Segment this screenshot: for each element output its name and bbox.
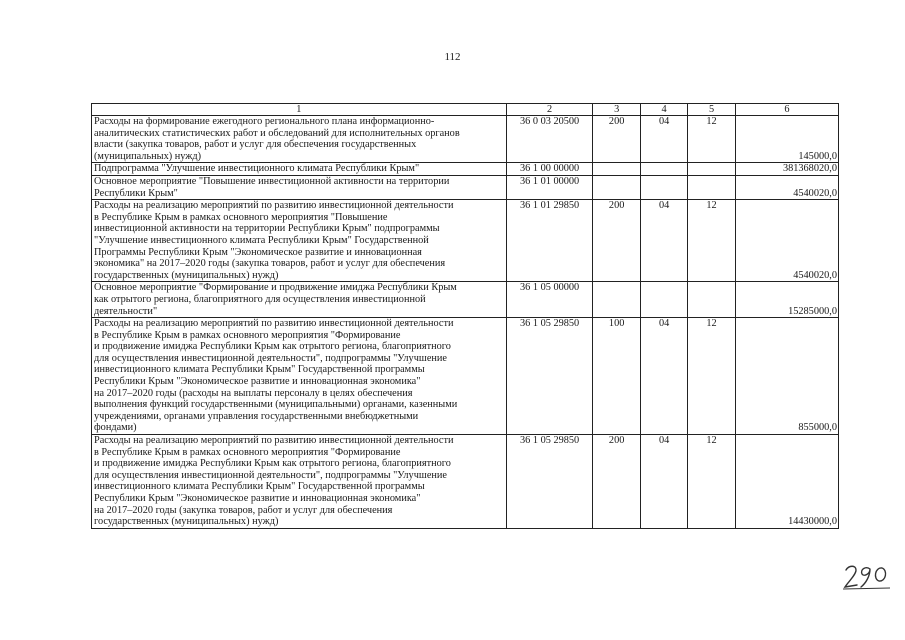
target-code: 36 1 05 29850 [506,435,593,529]
table-row [92,435,839,529]
budget-table [91,103,839,529]
target-code: 36 1 05 00000 [506,282,593,318]
section: 04 [640,318,687,435]
subsection [688,175,735,199]
header-cell: 6 [735,104,838,116]
target-code: 36 1 05 29850 [506,318,593,435]
section: 04 [640,116,687,163]
table-row [92,116,839,163]
row-description [92,318,507,435]
description-text: Основное мероприятие "Формирование и продвижение имиджа Республики Крым как отрытого региона, благоприятного для осуществления инвестиционной деятельности" [94,282,457,317]
table-row [92,175,839,199]
row-description [92,435,507,529]
amount: 15285000,0 [735,282,838,318]
subsection: 12 [688,318,735,435]
amount: 381368020,0 [735,163,838,176]
section: 04 [640,200,687,282]
row-description [92,116,507,163]
description-text: Основное мероприятие "Повышение инвестиционной активности на территории Республики Крым" [94,175,450,199]
description-text: Расходы на реализацию мероприятий по развитию инвестиционной деятельности в Республике Крым в рамках основного мероприятия "Повышение инвестиционной активности на территории Республики Крым" подпрограммы "Улучшение инвестиционного климата Республики Крым" Государственной Программы Республики Крым "Экономическое развитие и инновационная экономика" на 2017–2020 годы (закупка товаров, работ и услуг для обеспечения государственных (муниципальных) нужд) [94,200,454,281]
handwritten-page-mark-icon [842,561,892,591]
header-cell: 2 [506,104,593,116]
row-description [92,200,507,282]
expense-type [593,163,640,176]
description-text: Расходы на реализацию мероприятий по развитию инвестиционной деятельности в Республике Крым в рамках основного мероприятия "Формирование и продвижение имиджа Республики Крым как отрытого региона, благоприятного для осуществления инвестиционной деятельности", подпрограммы "Улучшение инвестиционного климата Республики Крым" Государственной программы Республики Крым "Экономическое развитие и инновационная экономика" на 2017–2020 годы (закупка товаров, работ и услуг для обеспечения государственных (муниципальных) нужд) [94,435,454,528]
subsection: 12 [688,435,735,529]
subsection [688,282,735,318]
header-cell: 1 [92,104,507,116]
table-row [92,318,839,435]
expense-type: 100 [593,318,640,435]
section [640,175,687,199]
amount: 4540020,0 [735,200,838,282]
section: 04 [640,435,687,529]
amount: 855000,0 [735,318,838,435]
target-code: 36 1 01 29850 [506,200,593,282]
expense-type: 200 [593,200,640,282]
amount: 4540020,0 [735,175,838,199]
target-code: 36 1 00 00000 [506,163,593,176]
expense-type: 200 [593,435,640,529]
table-row [92,200,839,282]
row-description [92,163,507,176]
target-code: 36 1 01 00000 [506,175,593,199]
row-description [92,282,507,318]
subsection [688,163,735,176]
table-row [92,163,839,176]
table-row [92,282,839,318]
description-text: Подпрограмма "Улучшение инвестиционного климата Республики Крым" [94,163,420,175]
header-row [92,104,839,116]
section [640,163,687,176]
header-cell: 3 [593,104,640,116]
expense-type [593,175,640,199]
target-code: 36 0 03 20500 [506,116,593,163]
subsection: 12 [688,116,735,163]
expense-type [593,282,640,318]
row-description [92,175,507,199]
amount: 145000,0 [735,116,838,163]
description-text: Расходы на реализацию мероприятий по развитию инвестиционной деятельности в Республике Крым в рамках основного мероприятия "Формирование и продвижение имиджа Республики Крым как отрытого региона, благоприятного для осуществления инвестиционной деятельности", подпрограммы "Улучшение инвестиционного климата Республики Крым" Государственной программы Республики Крым "Экономическое развитие и инновационная экономика" на 2017–2020 годы (расходы на выплаты персоналу в целях обеспечения выполнения функций государственными (муниципальными) органами, казенными учреждениями, органами управления государственными внебюджетными фондами) [94,318,458,434]
section [640,282,687,318]
header-cell: 4 [640,104,687,116]
amount: 14430000,0 [735,435,838,529]
header-cell: 5 [688,104,735,116]
description-text: Расходы на формирование ежегодного регионального плана информационно- аналитических статистических работ и обследований для исполнительных органов власти (закупка товаров, работ и услуг для обеспечения государственных (муниципальных) нужд) [94,116,460,162]
page-number: 112 [444,51,461,63]
subsection: 12 [688,200,735,282]
expense-type: 200 [593,116,640,163]
